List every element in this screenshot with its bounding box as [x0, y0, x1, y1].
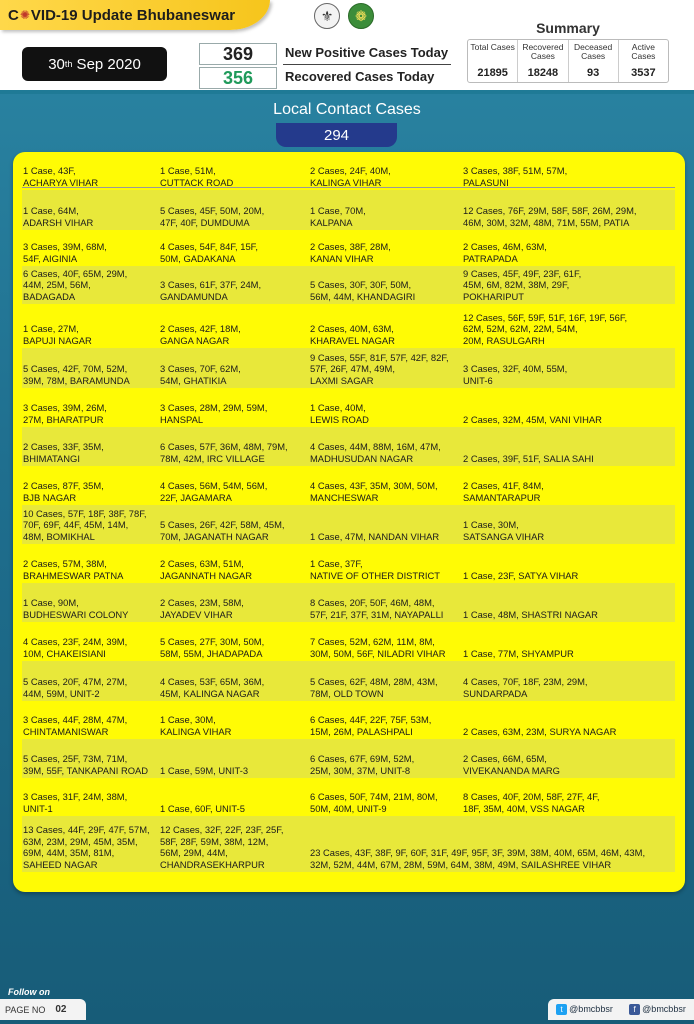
- twitter-link[interactable]: [556, 1004, 613, 1015]
- table-row: [22, 162, 675, 190]
- twitter-icon: t: [556, 1004, 567, 1015]
- table-cell: 1 Case, 40M, LEWIS ROAD: [310, 402, 369, 425]
- title-prefix: C: [8, 6, 19, 24]
- table-row: [22, 304, 675, 348]
- table-cell: 2 Cases, 42F, 18M, GANGA NAGAR: [160, 323, 241, 346]
- table-row: [22, 427, 675, 466]
- table-row: [22, 816, 675, 872]
- table-cell: 8 Cases, 40F, 20M, 58F, 27F, 4F, 18F, 35M, 40M, VSS NAGAR: [463, 791, 600, 814]
- social-links: [548, 999, 694, 1020]
- table-cell: 3 Cases, 32F, 40M, 55M, UNIT-6: [463, 363, 568, 386]
- table-cell: 2 Cases, 57M, 38M, BRAHMESWAR PATNA: [23, 558, 124, 581]
- table-cell: 3 Cases, 39M, 26M, 27M, BHARATPUR: [23, 402, 107, 425]
- table-cell: 1 Case, 37F, NATIVE OF OTHER DISTRICT: [310, 558, 441, 581]
- table-cell: 4 Cases, 44M, 88M, 16M, 47M, MADHUSUDAN NAGAR: [310, 441, 441, 464]
- cases-table: [13, 152, 685, 892]
- table-cell: 4 Cases, 43F, 35M, 30M, 50M, MANCHESWAR: [310, 480, 438, 503]
- table-row: [22, 544, 675, 583]
- recovered-count: 356: [199, 67, 277, 89]
- new-positive-count: 369: [199, 43, 277, 65]
- table-row: [22, 388, 675, 427]
- table-cell: 10 Cases, 57F, 18F, 38F, 78F, 70F, 69F, 44F, 45M, 14M, 48M, BOMIKHAL: [23, 507, 147, 542]
- table-cell: 1 Case, 23F, SATYA VIHAR: [463, 569, 579, 581]
- table-cell: 1 Case, 60F, UNIT-5: [160, 802, 245, 814]
- table-cell: 9 Cases, 55F, 81F, 57F, 42F, 82F, 57F, 26F, 47M, 49M, LAXMI SAGAR: [310, 351, 449, 386]
- table-cell: 3 Cases, 39M, 68M, 54F, AIGINIA: [23, 241, 107, 264]
- twitter-handle: @bmcbbsr: [569, 1004, 613, 1014]
- summary-label: Deceased Cases: [573, 42, 613, 61]
- table-row: [22, 701, 675, 739]
- table-cell: 2 Cases, 87F, 35M, BJB NAGAR: [23, 480, 104, 503]
- date-suffix: th: [64, 59, 73, 69]
- page-number-tab: [0, 999, 86, 1020]
- table-row: [22, 622, 675, 661]
- table-cell: 1 Case, 59M, UNIT-3: [160, 764, 249, 776]
- table-cell: 5 Cases, 42F, 70M, 52M, 39M, 78M, BARAMUNDA: [23, 363, 130, 386]
- table-cell: 1 Case, 47M, NANDAN VIHAR: [310, 530, 440, 542]
- summary-value: 93: [587, 67, 600, 79]
- table-cell: 6 Cases, 44F, 22F, 75F, 53M, 15M, 26M, PALASHPALI: [310, 714, 432, 737]
- table-cell: 4 Cases, 54F, 84F, 15F, 50M, GADAKANA: [160, 241, 258, 264]
- table-cell: 1 Case, 27M, BAPUJI NAGAR: [23, 323, 92, 346]
- table-cell: 6 Cases, 40F, 65M, 29M, 44M, 25M, 56M, BADAGADA: [23, 267, 128, 302]
- table-cell: 1 Case, 30M, KALINGA VIHAR: [160, 714, 232, 737]
- table-cell: 2 Cases, 39F, 51F, SALIA SAHI: [463, 452, 594, 464]
- table-row: [22, 466, 675, 505]
- table-cell: 3 Cases, 61F, 37F, 24M, GANDAMUNDA: [160, 279, 262, 302]
- table-cell: 12 Cases, 56F, 59F, 51F, 16F, 19F, 56F, 62M, 52M, 62M, 22M, 54M, 20M, RASULGARH: [463, 311, 628, 346]
- table-cell: 6 Cases, 50F, 74M, 21M, 80M, 50M, 40M, UNIT-9: [310, 791, 438, 814]
- table-cell: 1 Case, 90M, BUDHESWARI COLONY: [23, 597, 129, 620]
- table-cell: 1 Case, 64M, ADARSH VIHAR: [23, 205, 94, 228]
- table-cell: 1 Case, 51M, CUTTACK ROAD: [160, 165, 234, 188]
- table-cell: 9 Cases, 45F, 49F, 23F, 61F, 45M, 6M, 82M, 38M, 29F, POKHARIPUT: [463, 267, 582, 302]
- table-cell: 3 Cases, 28M, 29M, 59M, HANSPAL: [160, 402, 268, 425]
- table-cell: 2 Cases, 33F, 35M, BHIMATANGI: [23, 441, 104, 464]
- table-row: [22, 190, 675, 230]
- summary-label: Total Cases: [470, 42, 515, 52]
- table-cell: 6 Cases, 67F, 69M, 52M, 25M, 30M, 37M, UNIT-8: [310, 753, 415, 776]
- table-cell: 5 Cases, 45F, 50M, 20M, 47F, 40F, DUMDUMA: [160, 205, 265, 228]
- facebook-icon: f: [629, 1004, 640, 1015]
- table-cell: 3 Cases, 44F, 28M, 47M, CHINTAMANISWAR: [23, 714, 128, 737]
- page-number: 02: [55, 1004, 67, 1015]
- table-cell: 2 Cases, 38F, 28M, KANAN VIHAR: [310, 241, 391, 264]
- table-cell: 2 Cases, 41F, 84M, SAMANTARAPUR: [463, 480, 544, 503]
- table-row: [22, 230, 675, 266]
- facebook-link[interactable]: [629, 1004, 686, 1015]
- recovered-label: Recovered Cases Today: [285, 69, 435, 84]
- table-cell: 2 Cases, 32M, 45M, VANI VIHAR: [463, 413, 602, 425]
- table-row: [22, 266, 675, 304]
- table-row: [22, 583, 675, 622]
- bmc-logo-icon: ❁: [348, 3, 374, 29]
- table-cell: 4 Cases, 23F, 24M, 39M, 10M, CHAKEISIANI: [23, 636, 128, 659]
- table-cell: 3 Cases, 38F, 51M, 57M, PALASUNI: [463, 165, 568, 188]
- summary-value: 18248: [527, 67, 559, 79]
- page-label: PAGE NO: [5, 1004, 46, 1015]
- facebook-handle: @bmcbbsr: [642, 1004, 686, 1014]
- summary-panel: [467, 39, 669, 83]
- table-cell: 3 Cases, 70F, 62M, 54M, GHATIKIA: [160, 363, 241, 386]
- table-cell: 5 Cases, 26F, 42F, 58M, 45M, 70M, JAGANATH NAGAR: [160, 519, 285, 542]
- table-cell: 5 Cases, 62F, 48M, 28M, 43M, 78M, OLD TOWN: [310, 676, 438, 699]
- summary-recovered: [518, 40, 568, 82]
- date-badge: [22, 47, 167, 81]
- table-cell: 2 Cases, 66M, 65M, VIVEKANANDA MARG: [463, 753, 560, 776]
- date-day: 30: [48, 55, 65, 73]
- table-row: [22, 348, 675, 388]
- date-month-year: Sep 2020: [72, 55, 141, 73]
- government-emblem-icon: ⚜: [314, 3, 340, 29]
- table-cell: 1 Case, 30M, SATSANGA VIHAR: [463, 519, 545, 542]
- table-row: [22, 505, 675, 544]
- table-cell: 4 Cases, 53F, 65M, 36M, 45M, KALINGA NAGAR: [160, 676, 265, 699]
- table-row: [22, 778, 675, 816]
- new-positive-label: New Positive Cases Today: [285, 45, 449, 60]
- divider: [283, 64, 451, 65]
- local-contact-title: Local Contact Cases: [273, 101, 421, 118]
- page-title: [0, 0, 270, 30]
- table-cell: 1 Case, 48M, SHASTRI NAGAR: [463, 608, 598, 620]
- table-row: [22, 739, 675, 778]
- table-cell: 2 Cases, 23M, 58M, JAYADEV VIHAR: [160, 597, 244, 620]
- table-cell: 5 Cases, 20F, 47M, 27M, 44M, 59M, UNIT-2: [23, 676, 128, 699]
- table-cell: 5 Cases, 30F, 30F, 50M, 56M, 44M, KHANDAGIRI: [310, 279, 416, 302]
- table-cell: 3 Cases, 31F, 24M, 38M, UNIT-1: [23, 791, 128, 814]
- summary-deceased: [569, 40, 619, 82]
- table-cell: 2 Cases, 63M, 51M, JAGANNATH NAGAR: [160, 558, 253, 581]
- summary-active: [619, 40, 668, 82]
- summary-label: Active Cases: [631, 42, 656, 61]
- summary-value: 21895: [477, 67, 508, 79]
- table-cell: 2 Cases, 63M, 23M, SURYA NAGAR: [463, 725, 617, 737]
- table-cell: 12 Cases, 32F, 22F, 23F, 25F, 58F, 28F, 59M, 38M, 12M, 56M, 29M, 44M, CHANDRASEKHARPUR: [160, 824, 284, 870]
- summary-value: 3537: [631, 67, 656, 79]
- table-cell: 2 Cases, 40M, 63M, KHARAVEL NAGAR: [310, 323, 395, 346]
- summary-label: Recovered Cases: [522, 42, 564, 61]
- title-text: VID-19 Update Bhubaneswar: [30, 6, 236, 24]
- table-cell: 6 Cases, 57F, 36M, 48M, 79M, 78M, 42M, IRC VILLAGE: [160, 441, 288, 464]
- local-contact-count: 294: [276, 123, 397, 147]
- table-cell: 12 Cases, 76F, 29M, 58F, 58F, 26M, 29M, 46M, 30M, 32M, 48M, 71M, 55M, PATIA: [463, 205, 637, 228]
- table-row: [22, 661, 675, 701]
- summary-title: Summary: [536, 20, 600, 36]
- table-cell: 4 Cases, 70F, 18F, 23M, 29M, SUNDARPADA: [463, 676, 588, 699]
- header: [0, 0, 694, 94]
- table-cell: 1 Case, 70M, KALPANA: [310, 205, 366, 228]
- table-cell: 2 Cases, 24F, 40M, KALINGA VIHAR: [310, 165, 391, 188]
- table-cell: 5 Cases, 27F, 30M, 50M, 58M, 55M, JHADAPADA: [160, 636, 265, 659]
- table-cell: 23 Cases, 43F, 38F, 9F, 60F, 31F, 49F, 95F, 3F, 39M, 38M, 40M, 65M, 46M, 43M, 32M, 52M, 44M, 67M, 28M, 59M, 64M, 38M, 49M, SAILASHREE VIHAR: [310, 847, 646, 870]
- table-cell: 2 Cases, 46M, 63M, PATRAPADA: [463, 241, 547, 264]
- table-cell: 1 Case, 43F, ACHARYA VIHAR: [23, 165, 99, 188]
- table-cell: 1 Case, 77M, SHYAMPUR: [463, 647, 574, 659]
- table-cell: 4 Cases, 56M, 54M, 56M, 22F, JAGAMARA: [160, 480, 268, 503]
- table-cell: 5 Cases, 25F, 73M, 71M, 39M, 55F, TANKAPANI ROAD: [23, 753, 149, 776]
- table-cell: 7 Cases, 52M, 62M, 11M, 8M, 30M, 50M, 56F, NILADRI VIHAR: [310, 636, 446, 659]
- follow-on-label: Follow on: [8, 987, 50, 997]
- table-cell: 13 Cases, 44F, 29F, 47F, 57M, 63M, 23M, 29M, 45M, 35M, 69M, 44M, 35M, 81M, SAHEED NAGAR: [23, 824, 150, 870]
- summary-total: [468, 40, 518, 82]
- table-cell: 8 Cases, 20F, 50F, 46M, 48M, 57F, 21F, 37F, 31M, NAYAPALLI: [310, 597, 444, 620]
- virus-icon: ✺: [19, 8, 30, 22]
